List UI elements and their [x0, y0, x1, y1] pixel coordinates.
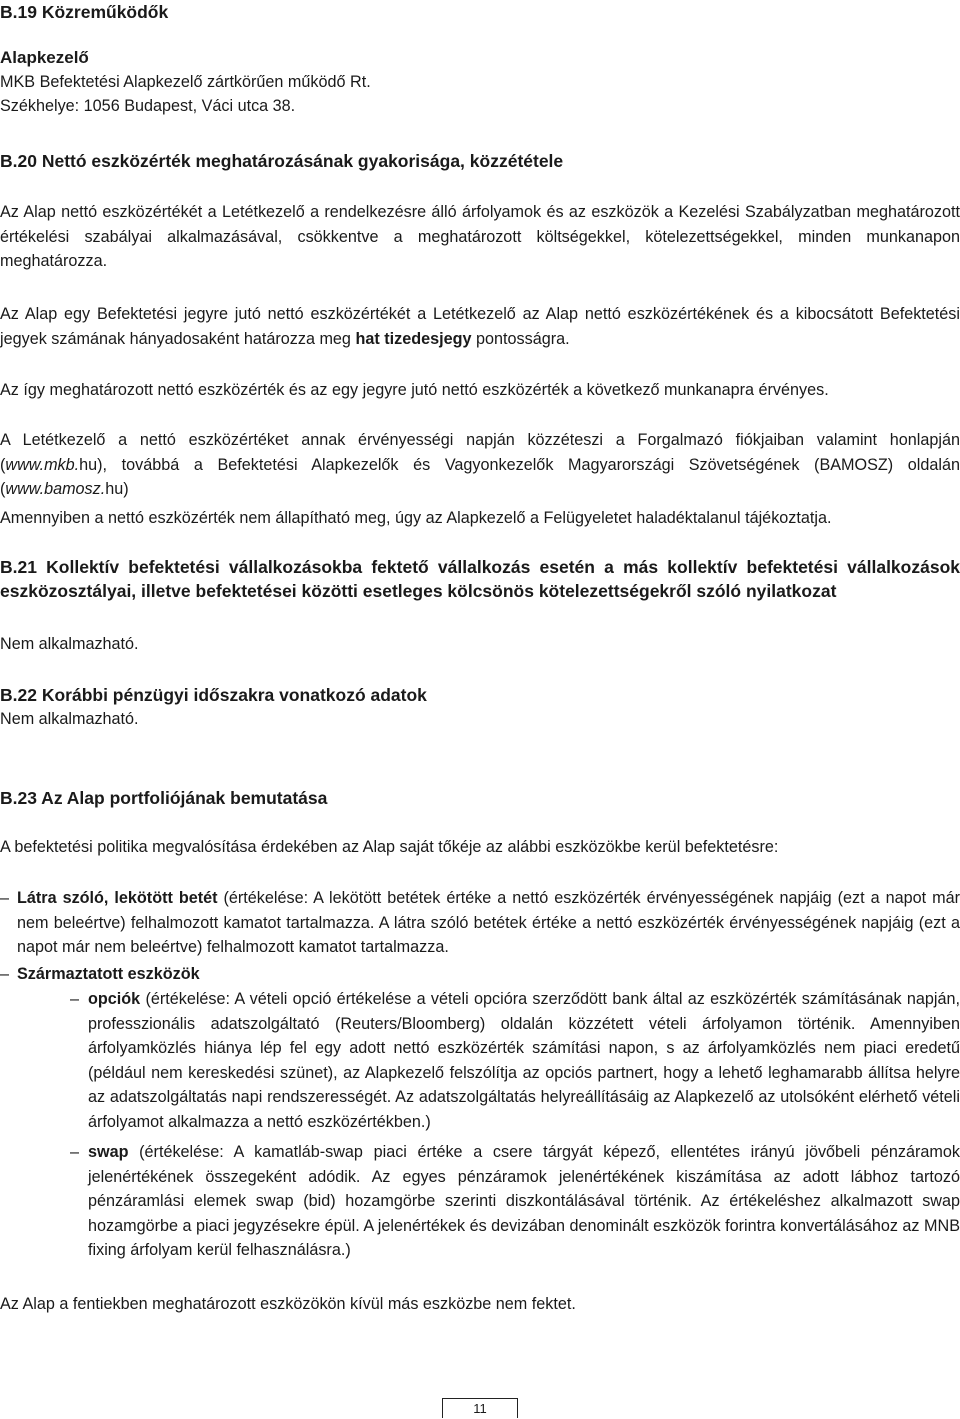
website-link-bamosz: www.bamosz.: [5, 480, 106, 498]
section-b20-paragraph-1: Az Alap nettó eszközértékét a Letétkezelő a rendelkezésre álló árfolyamok és az eszközök a Kezelési Szabályzatban meghatározott értékelési szabályai alkalmazásával, csökkentve a meghatározott költségekkel, kötelezettségekkel, minden munkanapon meghatározza.: [0, 203, 960, 270]
list-item-title: Látra szóló, lekötött betét: [17, 889, 218, 907]
section-b20-paragraph-5: Amennyiben a nettó eszközérték nem állapítható meg, úgy az Alapkezelő a Felügyeletet haladéktalanul tájékoztatja.: [0, 509, 832, 527]
section-b21-heading: B.21 Kollektív befektetési vállalkozásokba fektető vállalkozás esetén a más kollektív befektetési vállalkozások eszközosztályai, illetve befektetései közötti esetleges kölcsönös kötelezettségekről szóló nyilatkozat: [0, 557, 960, 601]
section-b19-body: [0, 46, 960, 118]
section-b20-paragraph-3: Az így meghatározott nettó eszközérték és az egy jegyre jutó nettó eszközérték a következő munkanapra érvényes.: [0, 381, 829, 399]
fund-manager-name: MKB Befektetési Alapkezelő zártkörűen működő Rt.: [0, 73, 371, 91]
dash-marker: –: [70, 990, 80, 1008]
paragraph-text: hu): [105, 480, 129, 498]
sub-item-swap: [70, 1140, 960, 1263]
dash-marker: –: [0, 889, 10, 907]
section-b23-intro: A befektetési politika megvalósítása érdekében az Alap saját tőkéje az alábbi eszközökbe kerül befektetésre:: [0, 838, 779, 856]
dash-marker: –: [70, 1143, 80, 1161]
list-item-derivatives: [0, 962, 960, 987]
paragraph-text: hu), továbbá a Befektetési Alapkezelők és Vagyonkezelők Magyarországi Szövetségének (BAMOSZ) oldalán (: [0, 455, 960, 498]
paragraph-text: Az Alap egy Befektetési jegyre jutó nettó eszközértékét a Letétkezelő az Alap nettó eszközértékének és a kibocsátott Befektetési jegyek számának hányadosaként határozza meg: [0, 305, 960, 348]
section-b22-heading: B.22 Korábbi pénzügyi időszakra vonatkozó adatok: [0, 685, 427, 705]
dash-marker: –: [0, 965, 10, 983]
sub-item-title: swap: [88, 1143, 129, 1161]
page-number: 11: [442, 1398, 518, 1418]
section-b20-heading: B.20 Nettó eszközérték meghatározásának gyakorisága, közzététele: [0, 151, 564, 171]
section-b21-text: Nem alkalmazható.: [0, 635, 139, 653]
sub-item-title: opciók: [88, 990, 141, 1008]
section-b23-closing: Az Alap a fentiekben meghatározott eszközökön kívül más eszközbe nem fektet.: [0, 1295, 576, 1313]
sub-item-options: [70, 987, 960, 1134]
section-b23-heading: B.23 Az Alap portfoliójának bemutatása: [0, 788, 328, 808]
list-item-text: (értékelése: A lekötött betétek értéke a nettó eszközérték érvényességének napjáig (ezt a napot már nem beleértve) felhalmozott kamatot tartalmazza. A látra szóló betétek értéke a nettó eszközérték érvényességének napjáig (ezt a napot már nem beleértve) felhalmozott kamatot tartalmazza.: [17, 889, 960, 956]
section-b20-paragraph-2: [0, 302, 960, 351]
paragraph-text: A Letétkezelő a nettó eszközértéket annak érvényességi napján közzéteszi a Forgalmazó fiókjaiban valamint honlapján (: [0, 431, 960, 474]
fund-manager-address: Székhelye: 1056 Budapest, Váci utca 38.: [0, 97, 296, 115]
sub-item-text: (értékelése: A kamatláb-swap piaci értéke a csere tárgyát képező, ellentétes irányú jövőbeli pénzáramok jelenértékének összegeként adódik. Az egyes pénzáramok jelenértékének kiszámítása az adott lábhoz tartozó pénzáramlási elemek swap (bid) hozamgörbe szerinti diszkontálásával történik. Az értékeléshez alkalmazott swap hozamgörbe a piaci jegyzésekre épül. A jelenértékek és devizában denominált eszközök forintra konvertálásához az MNB fixing árfolyam kerül felhasználásra.): [88, 1143, 960, 1259]
fund-manager-label: Alapkezelő: [0, 48, 89, 67]
website-link-mkb: www.mkb.: [5, 455, 80, 474]
section-b22-text: Nem alkalmazható.: [0, 710, 139, 728]
sub-item-text: (értékelése: A vételi opció értékelése a vételi opcióra szerződött bank által az eszközérték számításának napján, professzionális adatszolgáltató (Reuters/Bloomberg) oldalán közzétett vételi árfolyamon történik. Amennyiben árfolyamközlés hiánya lép fel egy adott nettó eszközérték számítási napon, s az árfolyamközlés nem piaci eredetű (például nem kereskedési szünet), az Alapkezelő felszólítja az opciós partnert, hogy a lehető leghamarabb állítsa helyre az adatszolgáltatás napi rendszerességét. Az adatszolgáltatás helyreállításáig az Alapkezelő az utolsóként elérhető vételi árfolyamot alkalmazza a nettó eszközértékben.): [88, 990, 960, 1131]
list-item-title: Származtatott eszközök: [17, 965, 200, 983]
list-item-deposit: [0, 886, 960, 960]
paragraph-text: pontosságra.: [471, 329, 570, 348]
emphasis-text: hat tizedesjegy: [355, 329, 472, 348]
section-b20-paragraph-4: [0, 428, 960, 502]
section-b19-heading: B.19 Közreműködők: [0, 2, 169, 22]
